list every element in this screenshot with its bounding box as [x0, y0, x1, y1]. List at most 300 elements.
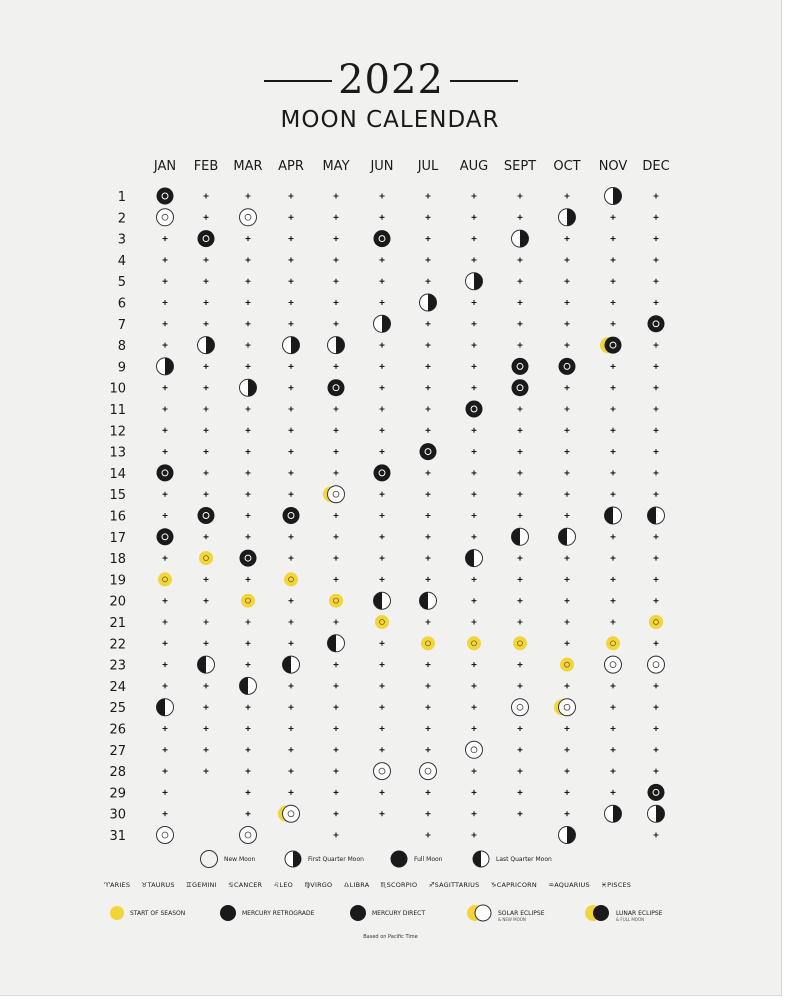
- day-marker: [163, 513, 168, 518]
- zodiac-aries: ♈ARIES: [104, 881, 131, 889]
- day-marker: [426, 556, 431, 561]
- day-marker: [204, 726, 209, 731]
- day-marker: [163, 257, 168, 262]
- legend-last-quarter-label: Last Quarter Moon: [496, 856, 552, 863]
- day-marker: [163, 279, 168, 284]
- new-moon-marker: [283, 805, 300, 822]
- day-marker: [246, 407, 251, 412]
- day-marker: [426, 279, 431, 284]
- day-marker: [565, 577, 570, 582]
- new-moon-marker: [240, 827, 257, 844]
- day-marker: [380, 364, 385, 369]
- month-header: MAY: [322, 159, 350, 174]
- day-marker: [472, 811, 477, 816]
- day-marker: [163, 428, 168, 433]
- day-marker: [163, 683, 168, 688]
- month-header: DEC: [642, 159, 670, 174]
- day-marker: [380, 534, 385, 539]
- day-marker: [289, 470, 294, 475]
- day-marker: [204, 470, 209, 475]
- day-marker: [565, 194, 570, 199]
- day-marker: [611, 257, 616, 262]
- day-marker: [654, 194, 659, 199]
- day-marker: [163, 726, 168, 731]
- day-marker: [289, 449, 294, 454]
- event-legend: [104, 903, 684, 925]
- day-marker: [472, 492, 477, 497]
- day-marker: [289, 641, 294, 646]
- day-marker: [654, 449, 659, 454]
- day-marker: [654, 769, 659, 774]
- day-marker: [289, 620, 294, 625]
- mercury-retrograde-icon: [220, 905, 236, 921]
- day-marker: [163, 747, 168, 752]
- day-marker: [426, 385, 431, 390]
- day-marker: [204, 620, 209, 625]
- day-marker: [611, 705, 616, 710]
- day-marker: [426, 790, 431, 795]
- day-marker: [611, 620, 616, 625]
- day-marker: [163, 492, 168, 497]
- legend-first-quarter-label: First Quarter Moon: [308, 856, 364, 863]
- last-moon-marker: [374, 592, 391, 609]
- day-number: 15: [109, 488, 126, 504]
- day-marker: [246, 769, 251, 774]
- zodiac-aquarius: ♒AQUARIUS: [548, 881, 590, 889]
- day-marker: [654, 705, 659, 710]
- day-marker: [380, 513, 385, 518]
- day-marker: [518, 556, 523, 561]
- day-marker: [472, 449, 477, 454]
- day-marker: [472, 343, 477, 348]
- first-moon-marker: [559, 209, 576, 226]
- day-marker: [472, 790, 477, 795]
- season-start-marker: [467, 636, 481, 650]
- season-start-marker: [421, 636, 435, 650]
- day-marker: [380, 811, 385, 816]
- day-marker: [518, 769, 523, 774]
- last-moon-marker: [328, 635, 345, 652]
- day-marker: [246, 534, 251, 539]
- day-marker: [611, 300, 616, 305]
- full-moon-icon: [390, 850, 408, 868]
- first-moon-marker: [198, 337, 215, 354]
- day-marker: [246, 641, 251, 646]
- full-moon-marker: [374, 230, 391, 247]
- day-marker: [246, 790, 251, 795]
- day-marker: [611, 726, 616, 731]
- day-marker: [518, 300, 523, 305]
- full-moon-marker: [420, 443, 437, 460]
- day-marker: [654, 343, 659, 348]
- day-marker: [204, 492, 209, 497]
- day-marker: [654, 364, 659, 369]
- day-marker: [611, 321, 616, 326]
- day-marker: [472, 257, 477, 262]
- day-marker: [334, 470, 339, 475]
- day-marker: [472, 833, 477, 838]
- day-marker: [611, 364, 616, 369]
- day-marker: [204, 279, 209, 284]
- day-marker: [611, 236, 616, 241]
- day-marker: [565, 556, 570, 561]
- day-marker: [204, 705, 209, 710]
- day-marker: [518, 662, 523, 667]
- calendar-subtitle: MOON CALENDAR: [280, 107, 500, 133]
- day-marker: [472, 726, 477, 731]
- day-marker: [246, 194, 251, 199]
- zodiac-scorpio: ♏SCORPIO: [380, 881, 418, 889]
- day-marker: [334, 407, 339, 412]
- day-marker: [334, 364, 339, 369]
- month-header: SEPT: [503, 159, 537, 174]
- first-quarter-moon-icon: [284, 850, 302, 868]
- day-marker: [163, 385, 168, 390]
- legend-mercury-direct-label: MERCURY DIRECT: [372, 910, 425, 917]
- timezone-note: Based on Pacific Time: [363, 934, 418, 940]
- day-number: 5: [117, 275, 126, 291]
- last-moon-marker: [240, 677, 257, 694]
- day-marker: [289, 492, 294, 497]
- legend-solar-eclipse-label: SOLAR ECLIPSE: [498, 910, 545, 917]
- legend-lunar-eclipse-label: LUNAR ECLIPSE: [616, 910, 663, 917]
- day-marker: [334, 811, 339, 816]
- day-marker: [334, 833, 339, 838]
- day-marker: [289, 747, 294, 752]
- day-marker: [380, 556, 385, 561]
- day-number: 24: [109, 679, 126, 695]
- day-marker: [204, 215, 209, 220]
- day-marker: [565, 449, 570, 454]
- day-marker: [334, 449, 339, 454]
- zodiac-gemini: ♊GEMINI: [186, 881, 217, 889]
- new-moon-marker: [648, 656, 665, 673]
- last-moon-marker: [157, 699, 174, 716]
- day-marker: [204, 385, 209, 390]
- new-moon-marker: [157, 827, 174, 844]
- day-number: 21: [109, 616, 126, 631]
- day-marker: [565, 407, 570, 412]
- month-header: MAR: [233, 159, 263, 174]
- day-marker: [380, 215, 385, 220]
- day-marker: [472, 236, 477, 241]
- day-marker: [334, 300, 339, 305]
- day-marker: [611, 556, 616, 561]
- day-marker: [426, 513, 431, 518]
- legend-full-moon-label: Full Moon: [414, 856, 443, 863]
- day-marker: [246, 449, 251, 454]
- day-marker: [565, 790, 570, 795]
- day-marker: [654, 300, 659, 305]
- day-marker: [246, 236, 251, 241]
- day-marker: [289, 215, 294, 220]
- day-marker: [204, 321, 209, 326]
- day-marker: [472, 598, 477, 603]
- day-marker: [611, 407, 616, 412]
- zodiac-sagittarius: ♐SAGITTARIUS: [428, 881, 480, 889]
- legend-solar-eclipse-sub: & NEW MOON: [498, 917, 526, 922]
- day-marker: [472, 662, 477, 667]
- day-number: 12: [109, 424, 126, 440]
- day-marker: [518, 194, 523, 199]
- full-moon-marker: [198, 507, 215, 524]
- day-marker: [565, 641, 570, 646]
- day-marker: [289, 194, 294, 199]
- day-marker: [246, 620, 251, 625]
- day-marker: [654, 577, 659, 582]
- day-marker: [163, 556, 168, 561]
- day-marker: [246, 300, 251, 305]
- day-marker: [426, 726, 431, 731]
- month-header: NOV: [598, 159, 628, 174]
- day-marker: [518, 811, 523, 816]
- full-moon-marker: [198, 230, 215, 247]
- day-marker: [565, 321, 570, 326]
- day-marker: [518, 279, 523, 284]
- new-moon-marker: [157, 209, 174, 226]
- first-moon-marker: [374, 315, 391, 332]
- day-marker: [426, 492, 431, 497]
- day-marker: [518, 449, 523, 454]
- day-number: 28: [109, 765, 126, 781]
- first-moon-marker: [512, 230, 529, 247]
- day-marker: [246, 726, 251, 731]
- day-marker: [611, 683, 616, 688]
- day-marker: [289, 257, 294, 262]
- day-marker: [426, 705, 431, 710]
- day-marker: [518, 257, 523, 262]
- day-marker: [472, 577, 477, 582]
- day-marker: [518, 620, 523, 625]
- first-moon-marker: [466, 273, 483, 290]
- day-marker: [426, 833, 431, 838]
- day-marker: [204, 428, 209, 433]
- solar-eclipse-icon: [466, 903, 494, 925]
- new-moon-marker: [466, 741, 483, 758]
- day-marker: [204, 257, 209, 262]
- day-marker: [654, 833, 659, 838]
- month-header: FEB: [193, 159, 219, 174]
- day-marker: [289, 598, 294, 603]
- day-marker: [518, 492, 523, 497]
- day-marker: [163, 790, 168, 795]
- day-marker: [204, 449, 209, 454]
- new-moon-marker: [328, 486, 345, 503]
- day-marker: [426, 747, 431, 752]
- season-start-marker: [513, 636, 527, 650]
- day-marker: [611, 470, 616, 475]
- day-marker: [163, 321, 168, 326]
- new-moon-marker: [240, 209, 257, 226]
- day-marker: [426, 236, 431, 241]
- day-number: 19: [109, 573, 126, 589]
- day-marker: [289, 726, 294, 731]
- legend-mercury-retrograde-label: MERCURY RETROGRADE: [242, 910, 315, 917]
- day-marker: [204, 364, 209, 369]
- day-marker: [289, 790, 294, 795]
- day-marker: [472, 321, 477, 326]
- day-marker: [334, 577, 339, 582]
- day-number: 22: [109, 637, 126, 653]
- day-marker: [472, 194, 477, 199]
- month-header: JUL: [417, 159, 439, 174]
- day-marker: [289, 428, 294, 433]
- day-marker: [380, 194, 385, 199]
- zodiac-leo: ♌LEO: [273, 881, 293, 889]
- month-header: APR: [278, 159, 304, 174]
- day-marker: [204, 577, 209, 582]
- new-moon-marker: [605, 656, 622, 673]
- new-moon-icon: [200, 850, 218, 868]
- day-marker: [654, 385, 659, 390]
- day-number: 30: [109, 807, 126, 823]
- day-number: 4: [117, 253, 126, 269]
- season-start-marker: [158, 572, 172, 586]
- day-marker: [611, 577, 616, 582]
- day-number: 29: [109, 786, 126, 802]
- day-marker: [611, 279, 616, 284]
- day-marker: [472, 385, 477, 390]
- day-marker: [426, 343, 431, 348]
- day-marker: [611, 747, 616, 752]
- day-marker: [334, 321, 339, 326]
- day-marker: [334, 620, 339, 625]
- day-marker: [289, 321, 294, 326]
- day-marker: [334, 513, 339, 518]
- month-header: OCT: [553, 159, 581, 174]
- day-marker: [380, 343, 385, 348]
- full-moon-marker: [240, 550, 257, 567]
- month-header: AUG: [459, 159, 489, 174]
- day-marker: [611, 598, 616, 603]
- day-marker: [426, 407, 431, 412]
- day-marker: [163, 662, 168, 667]
- day-marker: [426, 257, 431, 262]
- day-marker: [334, 534, 339, 539]
- day-marker: [289, 236, 294, 241]
- first-moon-marker: [559, 827, 576, 844]
- day-marker: [246, 321, 251, 326]
- season-start-icon: [110, 906, 124, 920]
- day-marker: [472, 215, 477, 220]
- full-moon-marker: [648, 784, 665, 801]
- day-marker: [204, 641, 209, 646]
- first-moon-marker: [283, 337, 300, 354]
- day-marker: [565, 279, 570, 284]
- day-number: 11: [109, 403, 126, 418]
- day-marker: [334, 257, 339, 262]
- day-marker: [334, 726, 339, 731]
- day-marker: [565, 747, 570, 752]
- day-marker: [565, 470, 570, 475]
- day-marker: [611, 428, 616, 433]
- day-marker: [426, 683, 431, 688]
- day-marker: [654, 747, 659, 752]
- day-marker: [380, 279, 385, 284]
- first-moon-marker: [420, 294, 437, 311]
- season-start-marker: [649, 615, 663, 629]
- day-marker: [426, 662, 431, 667]
- day-marker: [565, 343, 570, 348]
- day-marker: [565, 769, 570, 774]
- day-marker: [289, 683, 294, 688]
- day-marker: [654, 407, 659, 412]
- day-marker: [518, 726, 523, 731]
- day-marker: [654, 641, 659, 646]
- day-marker: [518, 321, 523, 326]
- day-marker: [380, 683, 385, 688]
- day-marker: [426, 215, 431, 220]
- day-marker: [246, 811, 251, 816]
- full-moon-marker: [283, 507, 300, 524]
- day-number: 6: [117, 296, 126, 312]
- day-marker: [518, 428, 523, 433]
- season-start-marker: [606, 636, 620, 650]
- day-marker: [518, 747, 523, 752]
- zodiac-libra: ♎LIBRA: [343, 881, 370, 889]
- day-marker: [565, 257, 570, 262]
- day-marker: [204, 769, 209, 774]
- day-marker: [654, 257, 659, 262]
- last-moon-marker: [605, 507, 622, 524]
- day-marker: [380, 385, 385, 390]
- day-marker: [611, 385, 616, 390]
- day-marker: [654, 236, 659, 241]
- full-moon-marker: [157, 528, 174, 545]
- day-marker: [246, 577, 251, 582]
- day-marker: [289, 385, 294, 390]
- day-marker: [163, 343, 168, 348]
- day-marker: [426, 534, 431, 539]
- day-marker: [611, 534, 616, 539]
- day-marker: [204, 598, 209, 603]
- full-moon-marker: [157, 464, 174, 481]
- day-marker: [472, 683, 477, 688]
- day-marker: [472, 620, 477, 625]
- day-marker: [204, 534, 209, 539]
- day-marker: [380, 300, 385, 305]
- day-marker: [611, 492, 616, 497]
- first-moon-marker: [240, 379, 257, 396]
- mercury-direct-icon: [350, 905, 366, 921]
- last-quarter-moon-icon: [472, 850, 490, 868]
- day-marker: [289, 364, 294, 369]
- full-moon-marker: [512, 358, 529, 375]
- zodiac-virgo: ♍VIRGO: [304, 881, 333, 889]
- day-marker: [334, 215, 339, 220]
- new-moon-marker: [559, 699, 576, 716]
- day-number: 9: [117, 360, 126, 376]
- season-start-marker: [241, 594, 255, 608]
- day-marker: [289, 705, 294, 710]
- day-number: 18: [109, 552, 126, 568]
- day-marker: [334, 556, 339, 561]
- day-marker: [380, 641, 385, 646]
- day-marker: [518, 598, 523, 603]
- new-moon-marker: [374, 763, 391, 780]
- day-marker: [654, 556, 659, 561]
- day-marker: [518, 790, 523, 795]
- season-start-marker: [284, 572, 298, 586]
- day-number: 20: [109, 594, 126, 610]
- season-start-marker: [375, 615, 389, 629]
- phase-legend: [200, 850, 580, 870]
- season-start-marker: [329, 594, 343, 608]
- day-marker: [380, 492, 385, 497]
- day-marker: [380, 662, 385, 667]
- day-marker: [565, 620, 570, 625]
- day-marker: [565, 492, 570, 497]
